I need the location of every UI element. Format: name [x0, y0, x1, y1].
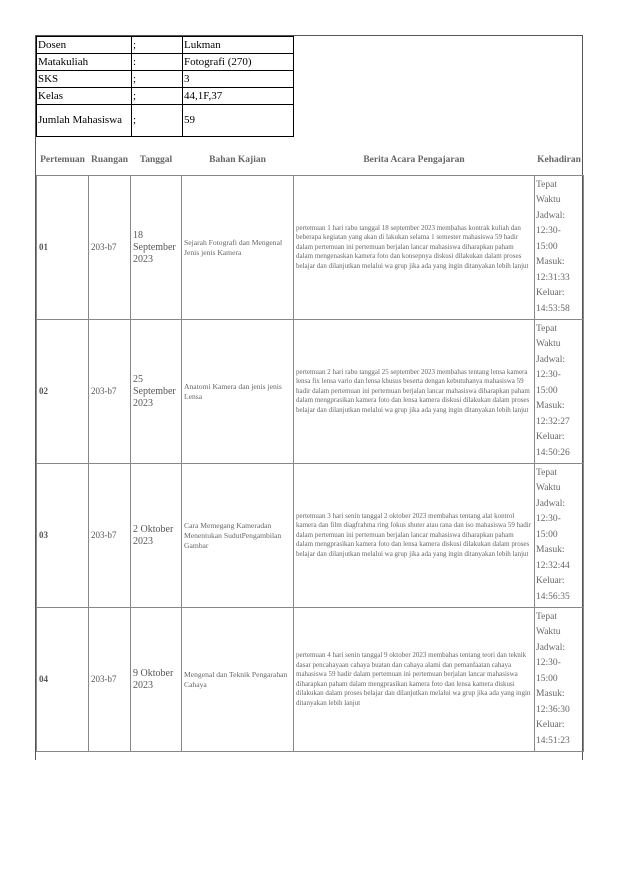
kehadiran-line: Masuk:: [536, 401, 565, 412]
kehadiran-line: Tepat: [536, 323, 557, 334]
tanggal-cell: 2 Oktober 2023: [131, 464, 182, 608]
berita-acara-cell: pertemuan 1 hari rabu tanggal 18 september 2023 membahas kontrak kuliah dan beberapa kegiatan yang akan di lakukan selama 1 semester mahasiswa 59 hadir dalam pertemuan ini pertemuan berjalan lancar mahasiswa diharapkan paham dalam mengenaskan kamera foto dan konsepnya diskusi dilakukan dalam proses belajar dan dilanjutkan melalui wa grup jika ada yang ingin ditanyakan lebih lanjut: [294, 176, 535, 320]
kehadiran-line: 12:36:30: [536, 704, 570, 715]
kehadiran-cell: [535, 464, 584, 608]
ruangan-cell: 203-b7: [89, 320, 131, 464]
attendance-table: [36, 150, 584, 752]
kehadiran-line: Waktu: [536, 483, 561, 494]
kehadiran-line: Jadwal:: [536, 210, 566, 221]
header-berita-acara: Berita Acara Pengajaran: [363, 155, 465, 165]
info-separator: :: [132, 54, 183, 71]
course-info-table: [36, 36, 294, 137]
bahan-kajian-cell: Anatomi Kamera dan jenis jenis Lensa: [182, 320, 294, 464]
kehadiran-line: Keluar:: [536, 288, 565, 299]
ruangan-cell: 203-b7: [89, 608, 131, 752]
kehadiran-line: 15:00: [536, 529, 558, 540]
info-label: Dosen: [37, 37, 132, 54]
kehadiran-line: Masuk:: [536, 689, 565, 700]
table-row: [37, 320, 584, 464]
tanggal-cell: 25 September 2023: [131, 320, 182, 464]
kehadiran-line: 14:51:23: [536, 735, 570, 746]
header-kehadiran: Kehadiran: [537, 155, 581, 165]
kehadiran-line: 12:30-: [536, 226, 561, 237]
kehadiran-cell: [535, 320, 584, 464]
kehadiran-line: 12:32:27: [536, 416, 570, 427]
kehadiran-line: Keluar:: [536, 576, 565, 587]
table-header-row: [37, 150, 584, 170]
kehadiran-line: 12:31:33: [536, 272, 570, 283]
info-value: 3: [183, 71, 294, 88]
bahan-kajian-cell: Mengenal dan Teknik Pengarahan Cahaya: [182, 608, 294, 752]
table-body: [37, 170, 584, 752]
info-row-jumlah-mahasiswa: [37, 105, 294, 137]
kehadiran-line: 12:30-: [536, 658, 561, 669]
info-label: Matakuliah: [37, 54, 132, 71]
info-value: Lukman: [183, 37, 294, 54]
berita-acara-cell: pertemuan 2 hari rabu tanggal 25 september 2023 membahas tentang lensa kamera lensa fix lensa vario dan lensa khusus beserta dengan kebutuhanya mahasiswa 59 hadir dalam pertemuan ini pertemuan berjalan lancar mahasiswa diharapkan paham dalam mengprasikan kamera foto dan lensa kamera diskusi dilakukan dalam proses belajar dan dilanjutkan melalui wa grup jika ada yang ingin ditanyakan lebih lanjut: [294, 320, 535, 464]
berita-acara-cell: pertemuan 3 hari senin tanggal 2 oktober 2023 membahas tentang alat kontrol kamera dan film diagfrahma ring fokus shuter atau rana dan iso mahasiswa 59 hadir dalam pertemuan ini pertemuan berjalan lancar mahasiswa diharapkan paham dalam mengprasikan kamera foto dan lensa kamera diskusi dilakukan dalam proses belajar dan dilanjutkan melalui wa grup jika ada yang ingin ditanyakan lebih lanjut: [294, 464, 535, 608]
kehadiran-line: 12:32:44: [536, 560, 570, 571]
header-tanggal: Tanggal: [139, 155, 173, 165]
bahan-kajian-cell: Cara Memegang Kameradan Menentukan SudutPengambilan Gambar: [182, 464, 294, 608]
pertemuan-number: 02: [37, 320, 89, 464]
kehadiran-line: Masuk:: [536, 545, 565, 556]
kehadiran-cell: [535, 176, 584, 320]
info-separator: ;: [132, 88, 183, 105]
berita-acara-cell: pertemuan 4 hari senin tanggal 9 oktober 2023 membahas tentang teori dan teknik dasar pencahayaan cahaya buatan dan cahaya alami dan pemanfaatan cahaya mahasiswa 59 hadir dalam pertemuan ini pertemuan berjalan lancar mahasiswa diharapkan paham dalam mengprasikan kamera foto dan lensa kamera diskusi dilakukan dalam proses belajar dan dilanjutkan melalui wa grup jika ada yang ingin ditanyakan lebih lanjut: [294, 608, 535, 752]
kehadiran-line: Waktu: [536, 627, 561, 638]
info-row-kelas: [37, 88, 294, 105]
info-value: 59: [183, 105, 294, 137]
kehadiran-line: Tepat: [536, 611, 557, 622]
kehadiran-line: Keluar:: [536, 720, 565, 731]
tanggal-cell: 9 Oktober 2023: [131, 608, 182, 752]
kehadiran-cell: [535, 608, 584, 752]
header-pertemuan: Pertemuan: [40, 155, 85, 165]
pertemuan-number: 03: [37, 464, 89, 608]
kehadiran-line: Jadwal:: [536, 642, 566, 653]
kehadiran-line: Tepat: [536, 179, 557, 190]
info-row-dosen: [37, 37, 294, 54]
header-ruangan: Ruangan: [91, 155, 128, 165]
tanggal-cell: 18 September 2023: [131, 176, 182, 320]
kehadiran-line: Jadwal:: [536, 498, 566, 509]
info-row-matakuliah: [37, 54, 294, 71]
kehadiran-line: 15:00: [536, 673, 558, 684]
kehadiran-line: Masuk:: [536, 257, 565, 268]
info-label: SKS: [37, 71, 132, 88]
pertemuan-number: 01: [37, 176, 89, 320]
kehadiran-line: 15:00: [536, 385, 558, 396]
kehadiran-line: 14:50:26: [536, 447, 570, 458]
info-label: Jumlah Mahasiswa: [37, 105, 132, 137]
table-row: [37, 608, 584, 752]
info-value: 44,1F,37: [183, 88, 294, 105]
kehadiran-line: 12:30-: [536, 370, 561, 381]
table-row: [37, 176, 584, 320]
kehadiran-line: 12:30-: [536, 514, 561, 525]
kehadiran-line: 14:53:58: [536, 303, 570, 314]
info-separator: ;: [132, 71, 183, 88]
header-bahan-kajian: Bahan Kajian: [209, 155, 266, 165]
info-separator: ;: [132, 105, 183, 137]
pertemuan-number: 04: [37, 608, 89, 752]
info-label: Kelas: [37, 88, 132, 105]
kehadiran-line: Waktu: [536, 195, 561, 206]
kehadiran-line: 14:56:35: [536, 591, 570, 602]
info-value: Fotografi (270): [183, 54, 294, 71]
kehadiran-line: Tepat: [536, 467, 557, 478]
ruangan-cell: 203-b7: [89, 464, 131, 608]
kehadiran-line: Jadwal:: [536, 354, 566, 365]
bahan-kajian-cell: Sejarah Fotografi dan Mengenal Jenis jenis Kamera: [182, 176, 294, 320]
info-row-sks: [37, 71, 294, 88]
table-row: [37, 464, 584, 608]
kehadiran-line: 15:00: [536, 241, 558, 252]
info-separator: ;: [132, 37, 183, 54]
kehadiran-line: Waktu: [536, 339, 561, 350]
ruangan-cell: 203-b7: [89, 176, 131, 320]
kehadiran-line: Keluar:: [536, 432, 565, 443]
